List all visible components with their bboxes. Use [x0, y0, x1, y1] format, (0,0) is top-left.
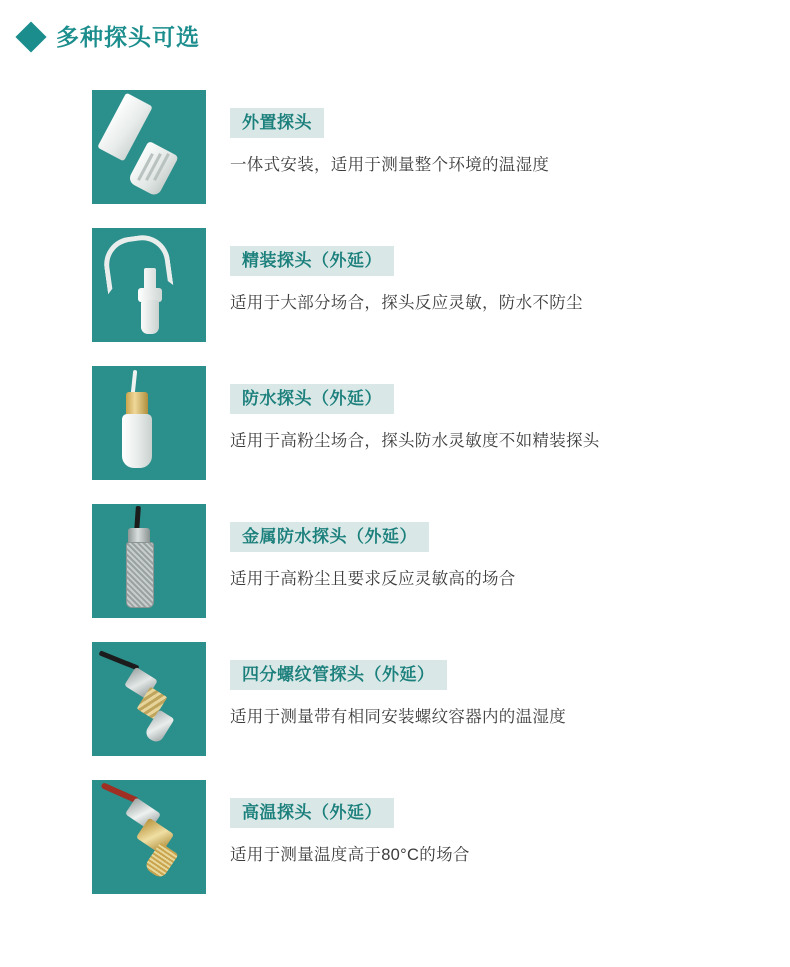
- external-probe-icon: [92, 90, 206, 204]
- probe-name-tag: 外置探头: [230, 108, 324, 138]
- probe-list: [0, 90, 790, 896]
- probe-description: 适用于高粉尘且要求反应灵敏高的场合: [230, 570, 516, 588]
- probe-description: 适用于高粉尘场合，探头防水灵敏度不如精装探头: [230, 432, 600, 450]
- probe-description: 适用于测量带有相同安装螺纹容器内的温湿度: [230, 708, 566, 726]
- list-item-body: [230, 90, 549, 177]
- probe-description: 适用于大部分场合，探头反应灵敏，防水不防尘: [230, 294, 583, 312]
- list-item-body: [230, 366, 600, 453]
- list-item-body: [230, 780, 470, 867]
- list-item: [92, 642, 790, 758]
- probe-name-tag: 四分螺纹管探头（外延）: [230, 660, 447, 690]
- diamond-icon: [15, 21, 46, 52]
- list-item: [92, 228, 790, 344]
- metal-waterproof-probe-icon: [92, 504, 206, 618]
- list-item: [92, 90, 790, 206]
- probe-name-tag: 精装探头（外延）: [230, 246, 394, 276]
- page-title: 多种探头可选: [56, 23, 200, 50]
- page-header: [0, 0, 790, 52]
- probe-name-tag: 金属防水探头（外延）: [230, 522, 429, 552]
- probe-name-tag: 防水探头（外延）: [230, 384, 394, 414]
- list-item: [92, 504, 790, 620]
- list-item-body: [230, 642, 566, 729]
- list-item: [92, 366, 790, 482]
- list-item-body: [230, 228, 583, 315]
- list-item: [92, 780, 790, 896]
- list-item-body: [230, 504, 516, 591]
- probe-name-tag: 高温探头（外延）: [230, 798, 394, 828]
- cabled-probe-icon: [92, 228, 206, 342]
- waterproof-probe-icon: [92, 366, 206, 480]
- high-temperature-probe-icon: [92, 780, 206, 894]
- probe-description: 适用于测量温度高于80°C的场合: [230, 846, 470, 864]
- threaded-probe-icon: [92, 642, 206, 756]
- probe-description: 一体式安装，适用于测量整个环境的温湿度: [230, 156, 550, 174]
